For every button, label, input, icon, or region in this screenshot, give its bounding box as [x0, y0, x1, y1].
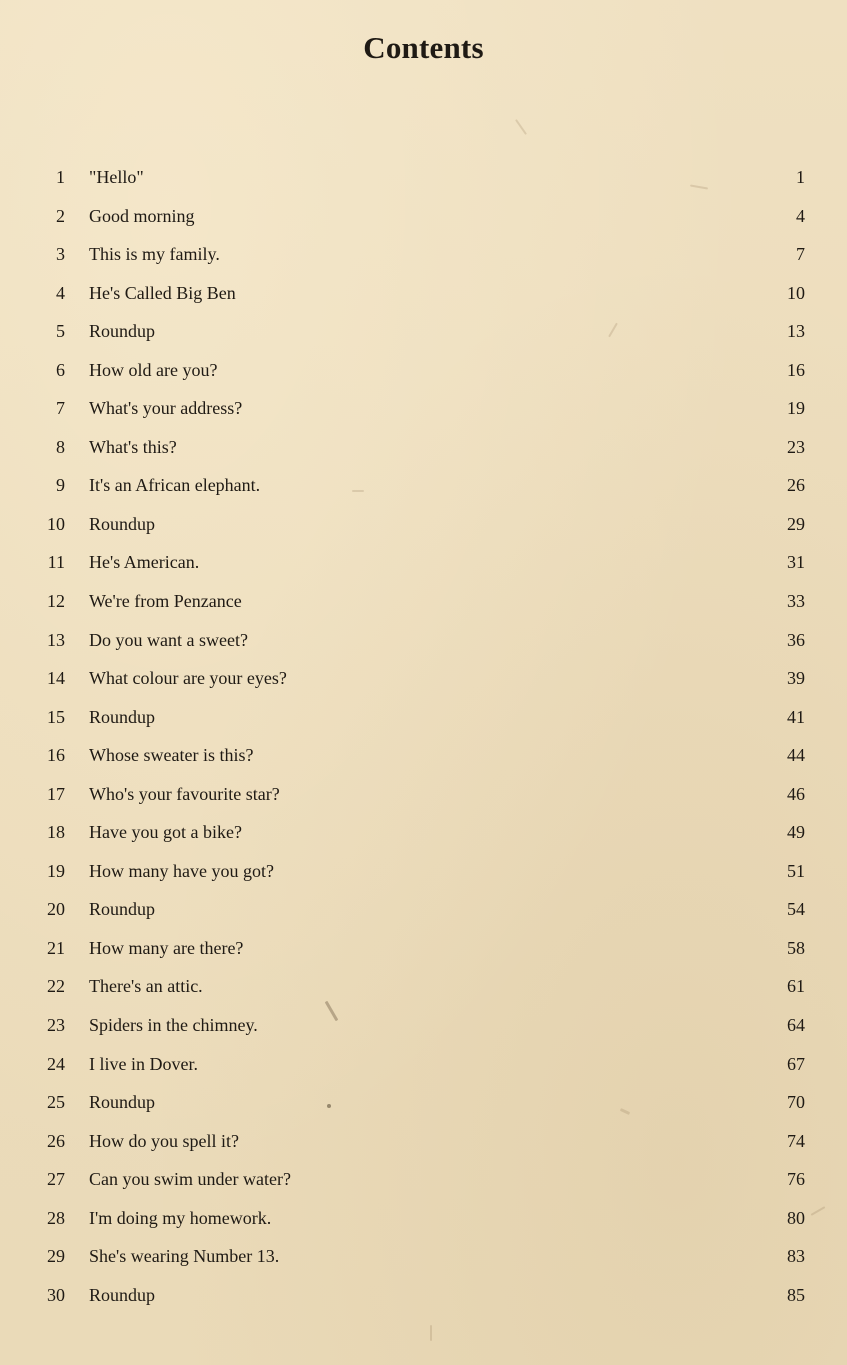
- page-number: 29: [787, 513, 805, 534]
- chapter-title: She's wearing Number 13.: [89, 1246, 280, 1267]
- chapter-title: It's an African elephant.: [89, 475, 261, 496]
- chapter-number: 20: [47, 899, 65, 920]
- toc-entry: [0, 1237, 847, 1276]
- chapter-number: 29: [47, 1246, 65, 1267]
- toc-entry: [0, 890, 847, 929]
- page-number: 39: [787, 668, 805, 689]
- chapter-number: 2: [56, 205, 65, 226]
- toc-entry: [0, 736, 847, 775]
- chapter-title: Good morning: [89, 205, 195, 226]
- page-number: 83: [787, 1246, 805, 1267]
- chapter-number: 11: [47, 552, 65, 573]
- chapter-title: Have you got a bike?: [89, 822, 242, 843]
- chapter-title: Whose sweater is this?: [89, 745, 254, 766]
- page-number: 31: [787, 552, 805, 573]
- page-number: 23: [787, 436, 805, 457]
- chapter-number: 10: [47, 513, 65, 534]
- page-number: 49: [787, 822, 805, 843]
- chapter-title: Can you swim under water?: [89, 1169, 291, 1190]
- page-number: 7: [796, 244, 805, 265]
- page-title: Contents: [363, 30, 484, 65]
- chapter-number: 9: [56, 475, 65, 496]
- page-number: 16: [787, 359, 805, 380]
- chapter-title: Do you want a sweet?: [89, 629, 248, 650]
- page-number: 26: [787, 475, 805, 496]
- toc-entry: [0, 235, 847, 274]
- page-number: 51: [787, 860, 805, 881]
- chapter-title: I live in Dover.: [89, 1053, 198, 1074]
- page-number: 64: [787, 1015, 805, 1036]
- toc-entry: [0, 582, 847, 621]
- chapter-title: How do you spell it?: [89, 1130, 239, 1151]
- chapter-title: Roundup: [89, 1092, 156, 1113]
- page-number: 10: [787, 282, 805, 303]
- toc-entry: [0, 274, 847, 313]
- toc-entry: [0, 351, 847, 390]
- toc-entry: [0, 813, 847, 852]
- toc-entry: [0, 659, 847, 698]
- page-number: 54: [787, 899, 805, 920]
- chapter-number: 25: [47, 1092, 65, 1113]
- chapter-number: 28: [47, 1207, 65, 1228]
- page-number: 46: [787, 783, 805, 804]
- toc-entry: [0, 543, 847, 582]
- chapter-title: How many are there?: [89, 937, 244, 958]
- chapter-number: 1: [56, 167, 65, 187]
- chapter-number: 19: [47, 860, 65, 881]
- chapter-title: How many have you got?: [89, 860, 274, 881]
- chapter-number: 14: [47, 668, 65, 689]
- toc-entry: [0, 929, 847, 968]
- page-number: 67: [787, 1053, 805, 1074]
- toc-entry: [0, 389, 847, 428]
- chapter-number: 12: [47, 591, 65, 612]
- page-number: 70: [787, 1092, 805, 1113]
- chapter-number: 6: [56, 359, 65, 380]
- chapter-number: 18: [47, 822, 65, 843]
- chapter-number: 27: [47, 1169, 65, 1190]
- page-number: 4: [796, 205, 805, 226]
- toc-entry: [0, 1006, 847, 1045]
- page-number: 1: [796, 167, 805, 187]
- toc-entry: [0, 197, 847, 236]
- page-number: 76: [787, 1169, 805, 1190]
- toc-entry: [0, 775, 847, 814]
- chapter-number: 16: [47, 745, 65, 766]
- chapter-title: What colour are your eyes?: [89, 668, 287, 689]
- toc-entry: [0, 1276, 847, 1315]
- page-number: 58: [787, 937, 805, 958]
- toc-entry: [0, 428, 847, 467]
- chapter-number: 26: [47, 1130, 65, 1151]
- page-number: 13: [787, 321, 805, 342]
- chapter-title: He's Called Big Ben: [89, 282, 236, 303]
- paper-fiber: [515, 119, 527, 135]
- toc-entry: [0, 1122, 847, 1161]
- toc-entry: [0, 621, 847, 660]
- chapter-title: This is my family.: [89, 244, 220, 265]
- chapter-number: 30: [47, 1284, 65, 1305]
- chapter-number: 13: [47, 629, 65, 650]
- page-number: 41: [787, 706, 805, 727]
- toc-entry: [0, 1083, 847, 1122]
- chapter-number: 24: [47, 1053, 65, 1074]
- toc-entry: [0, 852, 847, 891]
- toc-entry: [0, 698, 847, 737]
- chapter-title: Roundup: [89, 513, 156, 534]
- chapter-number: 4: [56, 282, 65, 303]
- chapter-number: 7: [56, 398, 65, 419]
- page-number: 44: [787, 745, 805, 766]
- page-number: 19: [787, 398, 805, 419]
- toc-entry: [0, 1045, 847, 1084]
- page-number: 74: [787, 1130, 805, 1151]
- toc-entry: [0, 505, 847, 544]
- toc-entry: [0, 1199, 847, 1238]
- chapter-title: I'm doing my homework.: [89, 1207, 272, 1228]
- chapter-title: What's this?: [89, 436, 177, 457]
- toc-entry: [0, 967, 847, 1006]
- chapter-title: Who's your favourite star?: [89, 783, 280, 804]
- chapter-title: What's your address?: [89, 398, 243, 419]
- page-number: 33: [787, 591, 805, 612]
- chapter-title: There's an attic.: [89, 976, 203, 997]
- chapter-title: Roundup: [89, 899, 156, 920]
- chapter-title: He's American.: [89, 552, 200, 573]
- chapter-number: 8: [56, 436, 65, 457]
- chapter-number: 3: [56, 244, 65, 265]
- paper-fiber: [430, 1325, 432, 1341]
- chapter-number: 21: [47, 937, 65, 958]
- chapter-title: Spiders in the chimney.: [89, 1015, 258, 1036]
- toc-entry: [0, 158, 847, 197]
- chapter-number: 17: [47, 783, 65, 804]
- page-number: 85: [787, 1284, 805, 1305]
- chapter-title: Roundup: [89, 1284, 156, 1305]
- chapter-title: We're from Penzance: [89, 591, 242, 612]
- chapter-number: 23: [47, 1015, 65, 1036]
- page-number: 80: [787, 1207, 805, 1228]
- chapter-number: 15: [47, 706, 65, 727]
- toc-entry: [0, 1160, 847, 1199]
- chapter-title: "Hello": [89, 167, 144, 187]
- chapter-number: 5: [56, 321, 65, 342]
- page-number: 61: [787, 976, 805, 997]
- chapter-title: Roundup: [89, 706, 156, 727]
- toc-entry: [0, 466, 847, 505]
- chapter-title: Roundup: [89, 321, 156, 342]
- chapter-number: 22: [47, 976, 65, 997]
- contents-list: [0, 158, 847, 1314]
- chapter-title: How old are you?: [89, 359, 218, 380]
- toc-entry: [0, 312, 847, 351]
- page-number: 36: [787, 629, 805, 650]
